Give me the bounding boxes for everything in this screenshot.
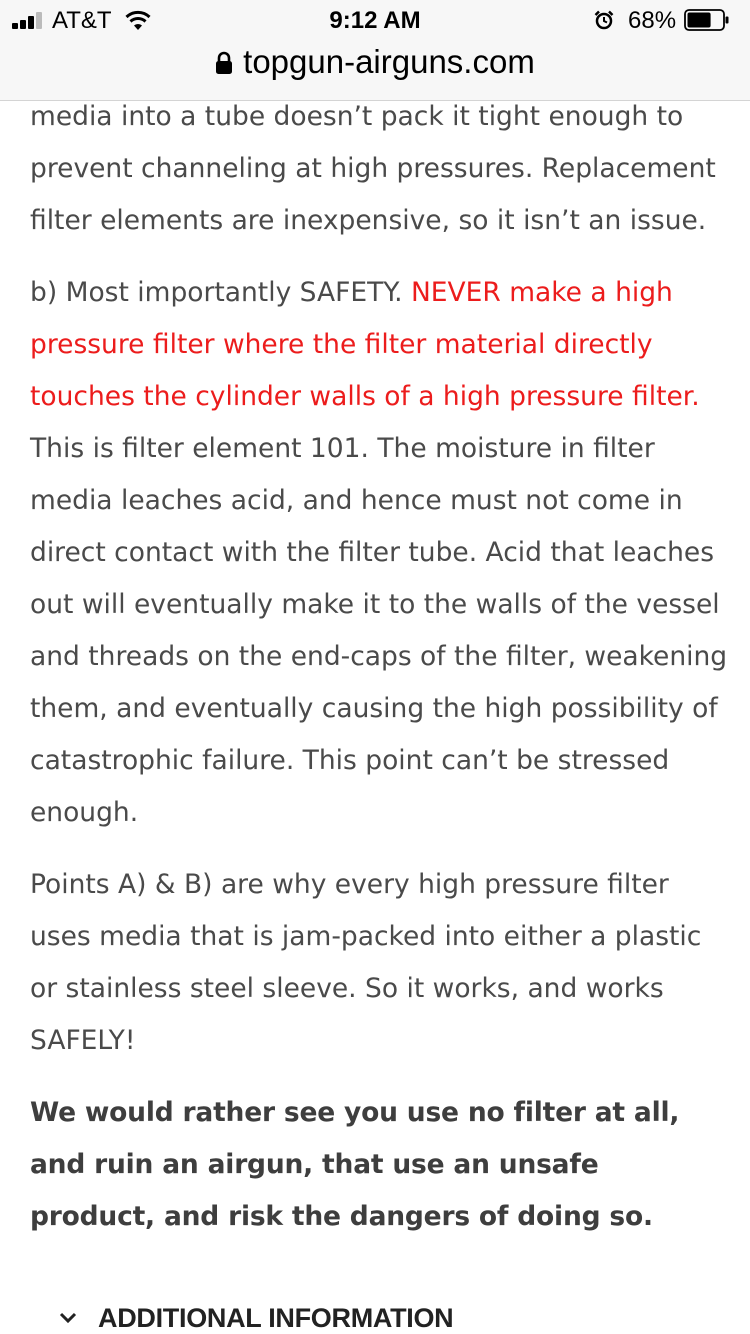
url-text[interactable]: topgun-airguns.com	[243, 43, 535, 80]
article-body	[30, 91, 730, 1263]
lock-icon	[215, 51, 233, 75]
clock: 9:12 AM	[329, 7, 421, 34]
safety-warning: NEVER make a high pressure filter where the filter material directly touches the cylinder walls of a high pressure filter.	[30, 277, 700, 412]
alarm-icon	[594, 10, 614, 30]
additional-information-label[interactable]: ADDITIONAL INFORMATION	[98, 1303, 454, 1333]
carrier-label: AT&T	[52, 7, 112, 34]
paragraph-conclusion: We would rather see you use no filter at all, and ruin an airgun, that use an unsafe product, and risk the dangers of doing so.	[30, 1097, 680, 1232]
battery-percent: 68%	[628, 7, 677, 34]
paragraph-points: Points A) & B) are why every high pressure filter uses media that is jam-packed into either a plastic or stainless steel sleeve. So it works, and works SAFELY!	[30, 869, 702, 1056]
chevron-down-icon	[58, 1311, 78, 1325]
paragraph-safety	[30, 267, 730, 839]
safety-lead: b) Most importantly SAFETY.	[30, 277, 411, 308]
address-bar[interactable]	[0, 40, 750, 84]
battery-icon	[684, 9, 730, 31]
status-bar	[0, 0, 750, 40]
paragraph-filter-media: media into a tube doesn’t pack it tight enough to prevent channeling at high pressures. Replacement filter elements are inexpensive, so it isn’t an issue.	[30, 101, 716, 236]
additional-information-toggle[interactable]	[58, 1303, 453, 1334]
safety-explanation: This is filter element 101. The moisture in filter media leaches acid, and hence must not come in direct contact with the filter tube. Acid that leaches out will eventually make it to the walls of the vessel and threads on the end-caps of the filter, weakening them, and eventually causing the high possibility of catastrophic failure. This point can’t be stressed enough.	[30, 433, 728, 828]
browser-chrome	[0, 0, 750, 101]
